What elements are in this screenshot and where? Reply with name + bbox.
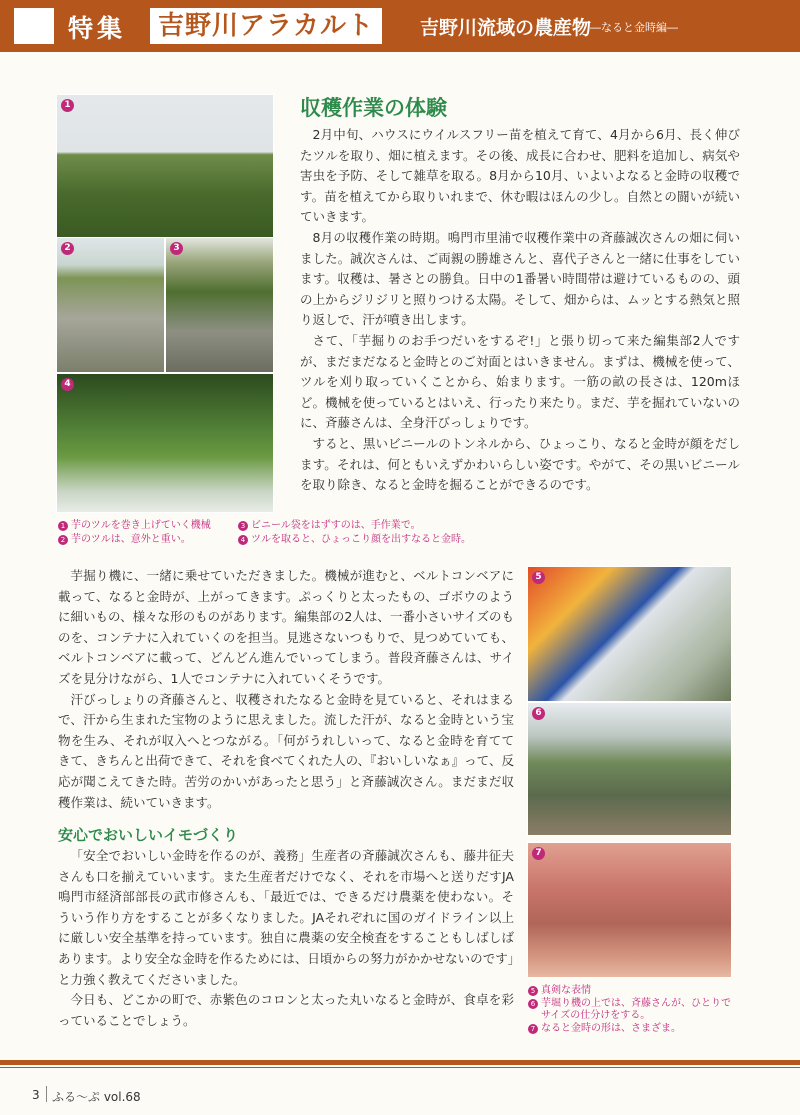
photo-vinyl-removal bbox=[165, 237, 274, 373]
photo-vine-machine bbox=[56, 94, 274, 238]
feature-title: 吉野川アラカルト bbox=[150, 8, 382, 44]
paragraph: 汗びっしょりの斉藤さんと、収穫されたなると金時を見ていると、それはまるで、汗から生まれた宝物のように思えました。流した汗が、なると金時という宝物を生み、それが収入へとつながる。「何がうれしいって、なると金時を育ててきて、きちんと出荷できて、それを食べてくれた人の、『おいしいなぁ』って、反応が聞こえてきた時。苦労のかいがあったと思う」と斉藤誠次さん。まだまだ収穫作業は、続いていきます。 bbox=[58, 691, 514, 810]
feature-subtitle-edition: ―なると金時編― bbox=[590, 21, 678, 34]
caption-text: なると金時の形は、さまざま。 bbox=[541, 1023, 681, 1034]
feature-label: 特集 bbox=[68, 14, 127, 43]
photo-harvested-potatoes bbox=[527, 842, 732, 978]
caption-item bbox=[238, 519, 421, 532]
caption-text: 芋のツルは、意外と重い。 bbox=[71, 534, 191, 545]
paragraph: 8月の収穫作業の時期。鳴門市里浦で収穫作業中の斉藤誠次さんの畑に伺いました。誠次さんは、ご両親の勝雄さんと、喜代子さんと一緒に仕事をしています。収穫は、暑さとの勝負。日中の1番暑い時間帯は避けているものの、頭の上からジリジリと照りつける太陽。そして、畑からは、ムッとする熱気と照り返しで、汗が噴き出します。 bbox=[300, 229, 740, 328]
caption-number: 2 bbox=[58, 535, 68, 545]
header-banner bbox=[0, 0, 800, 52]
photo-number: 6 bbox=[532, 707, 545, 720]
paragraph: さて、「芋掘りのお手つだいをするぞ!」と張り切って来た編集部2人ですが、まだまだなると金時とのご対面とはいきません。まずは、機械を使って、ツルを刈り取っていくことから、始まります。一筋の畝の長さは、120mほど。機械を使っているとはいえ、行ったり来たり。まだ、芋を掘れていないのに、斉藤さんは、全身汗びっしょりです。 bbox=[300, 332, 740, 431]
photo-number: 7 bbox=[532, 847, 545, 860]
section-title-harvest: 収穫作業の体験 bbox=[300, 96, 447, 120]
photo-harvester bbox=[527, 702, 732, 836]
caption-number: 6 bbox=[528, 999, 538, 1009]
header-decor-box bbox=[14, 8, 54, 44]
magazine-name: ふる〜ぷ vol.68 bbox=[52, 1090, 141, 1104]
caption-text: ビニール袋をはずすのは、手作業で。 bbox=[251, 520, 421, 531]
paragraph: 「安全でおいしい金時を作るのが、義務」生産者の斉藤誠次さんも、藤井征夫さんも口を揃えていいます。また生産者だけでなく、それを市場へと送りだすJA鳴門市経済部部長の武市修さんも、「最近では、できるだけ農薬を使わない。そういう作り方をすることが多くなりました。JAそれぞれに国のガイドライン以上に厳しい安全基準を持っています。独自に農薬の安全検査をすることもしばしばあります。より安全な金時を作るためには、日頃からの努力がかかせないのです」と力強く教えてくださいました。 bbox=[58, 848, 514, 987]
caption-item bbox=[528, 1022, 681, 1035]
section-title-safety: 安心でおいしいイモづくり bbox=[58, 826, 239, 844]
page-number: 3 bbox=[32, 1088, 40, 1102]
paragraph: 今日も、どこかの町で、赤紫色のコロンと太った丸いなると金時が、食卓を彩っていることでしょう。 bbox=[58, 992, 514, 1028]
footer-bar bbox=[0, 1060, 800, 1065]
caption-number: 4 bbox=[238, 535, 248, 545]
photo-number: 1 bbox=[61, 99, 74, 112]
paragraph: すると、黒いビニールのトンネルから、ひょっこり、なると金時が顔をだします。それは、何ともいえずかわいらしい姿です。やがて、その黒いビニールを取り除き、なると金時を掘ることができるのです。 bbox=[300, 435, 740, 493]
caption-item bbox=[58, 519, 211, 532]
caption-text: 芋のツルを巻き上げていく機械 bbox=[71, 520, 211, 531]
paragraph: 2月中旬、ハウスにウイルスフリー苗を植えて育て、4月から6月、長く伸びたツルを取り、畑に植えます。その後、成長に合わせ、肥料を追加し、病気や害虫を予防、そして雑草を取る。8月から10月、いよいよなると金時の収穫です。苗を植えてから取りいれまで、休む暇はほんの少し。自然との闘いが続いていきます。 bbox=[300, 127, 740, 225]
footer-rule bbox=[0, 1067, 800, 1068]
photo-number: 2 bbox=[61, 242, 74, 255]
caption-item bbox=[541, 1009, 650, 1022]
photo-number: 5 bbox=[532, 571, 545, 584]
article-body-safety bbox=[58, 846, 514, 1031]
caption-text: 芋堀り機の上では、斉藤さんが、ひとりで bbox=[541, 998, 731, 1009]
caption-number: 5 bbox=[528, 986, 538, 996]
paragraph: 芋掘り機に、一緒に乗せていただきました。機械が進むと、ベルトコンベアに載って、なると金時が、上がってきます。ぷっくりと太ったもの、ゴボウのように細いもの、様々な形のものがあります。編集部の2人は、一番小さいサイズのものを、コンテナに入れていくのを担当。見逃さないつもりで、見つめていても、ベルトコンベアに載って、どんどん進んでいってしまう。普段斉藤さんは、サイズを見分けながら、1人でコンテナに入れていくそうです。 bbox=[58, 568, 514, 686]
caption-number: 1 bbox=[58, 521, 68, 531]
photo-number: 4 bbox=[61, 378, 74, 391]
caption-item bbox=[58, 533, 191, 546]
article-body-harvest bbox=[300, 125, 740, 496]
caption-item bbox=[238, 533, 471, 546]
photo-sweet-potato-sprout bbox=[56, 373, 274, 513]
caption-text: サイズの仕分けをする。 bbox=[541, 1010, 651, 1021]
photo-farmer-portrait bbox=[527, 566, 732, 702]
photo-number: 3 bbox=[170, 242, 183, 255]
photo-vines-heavy bbox=[56, 237, 165, 373]
feature-subtitle: 吉野川流域の農産物 bbox=[420, 17, 592, 39]
caption-number: 7 bbox=[528, 1024, 538, 1034]
article-body-digging bbox=[58, 566, 514, 813]
footer-divider bbox=[46, 1086, 47, 1102]
caption-item bbox=[528, 984, 591, 997]
caption-text: ツルを取ると、ひょっこり顔を出すなると金時。 bbox=[251, 534, 471, 545]
caption-number: 3 bbox=[238, 521, 248, 531]
caption-text: 真剣な表情 bbox=[541, 985, 591, 996]
